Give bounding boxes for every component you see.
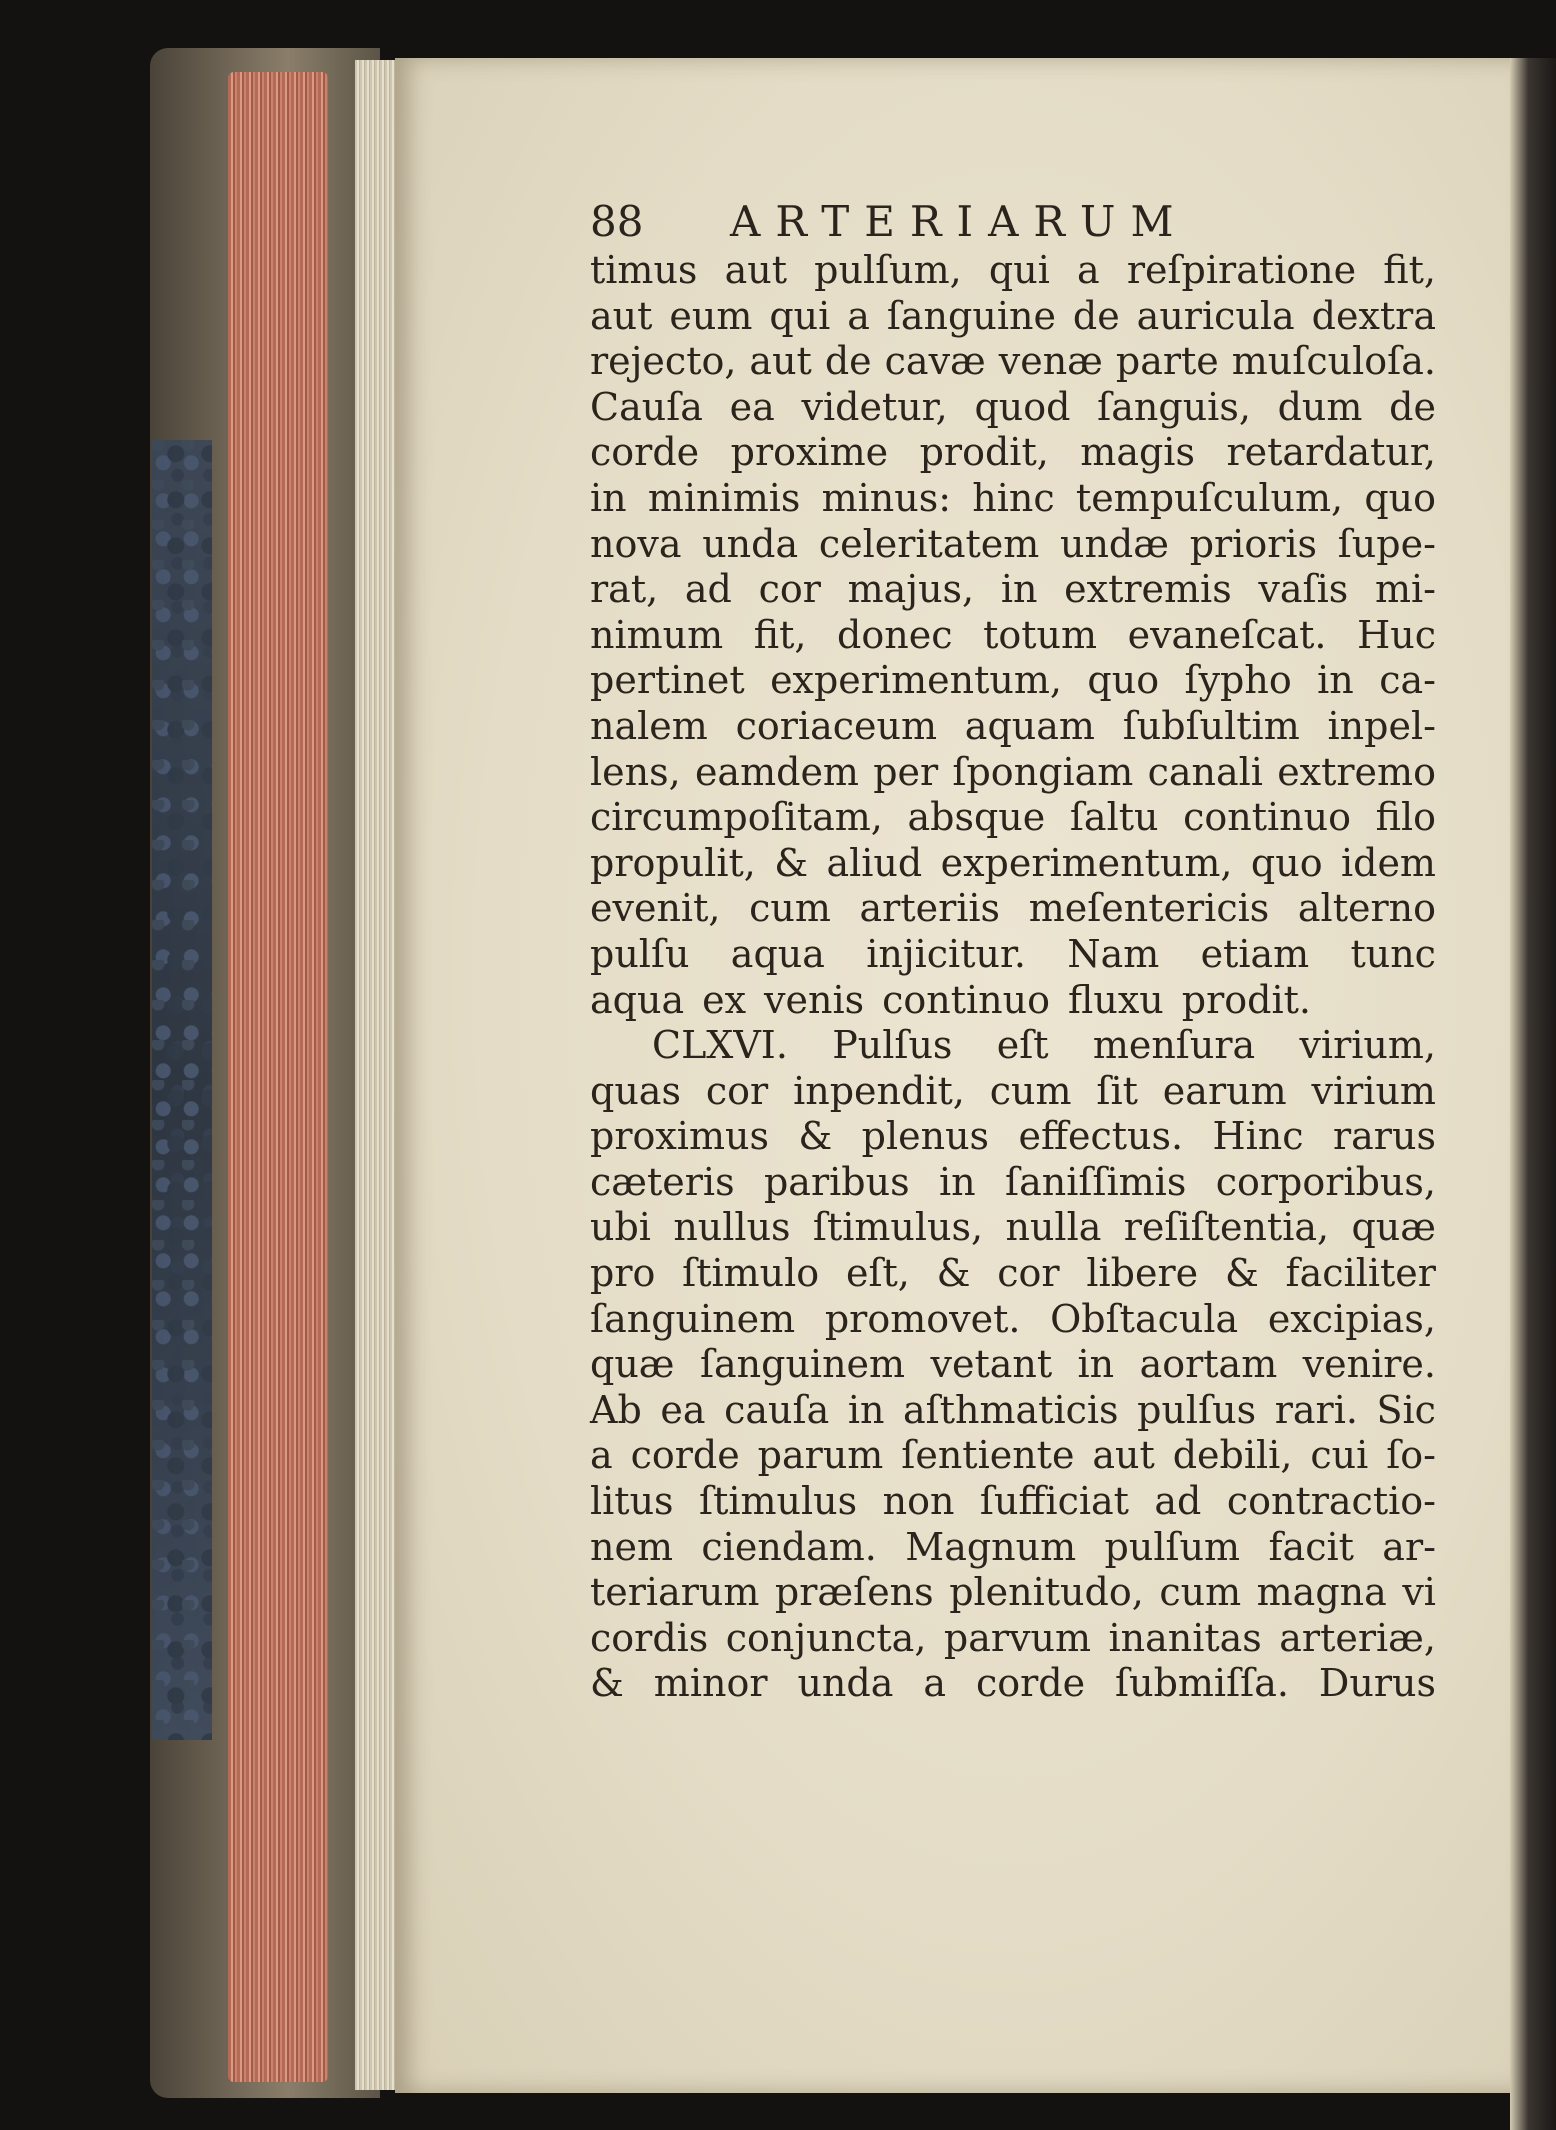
text-line: & minor unda a corde ſubmiſſa. Durus: [590, 1661, 1436, 1706]
text-line: Cauſa ea videtur, quod ſanguis, dum de: [590, 384, 1436, 429]
text-line: rat, ad cor majus, in extremis vaſis mi-: [590, 567, 1436, 612]
text-line: quæ ſanguinem vetant in aortam venire.: [590, 1342, 1436, 1387]
text-line: evenit, cum arteriis meſentericis alterno: [590, 886, 1436, 931]
text-line: nova unda celeritatem undæ prioris ſupe-: [590, 521, 1436, 566]
text-line: in minimis minus: hinc tempuſculum, quo: [590, 475, 1436, 520]
red-page-edges: [228, 72, 328, 2082]
body-text: [590, 248, 1450, 1707]
text-line: Ab ea cauſa in aſthmaticis pulſus rari. Sic: [590, 1387, 1436, 1432]
text-line: ubi nullus ſtimulus, nulla reſiſtentia, quæ: [590, 1205, 1436, 1250]
text-line: lens, eamdem per ſpongiam canali extremo: [590, 749, 1436, 794]
text-line: pulſu aqua injicitur. Nam etiam tunc: [590, 931, 1436, 976]
text-line: cæteris paribus in ſaniſſimis corporibus,: [590, 1159, 1436, 1204]
text-line: a corde parum ſentiente aut debili, cui ſo-: [590, 1433, 1436, 1478]
text-line: nem ciendam. Magnum pulſum facit ar-: [590, 1524, 1436, 1569]
text-line: pro ſtimulo eſt, & cor libere & faciliter: [590, 1251, 1436, 1296]
text-line: ſanguinem promovet. Obſtacula excipias,: [590, 1296, 1436, 1341]
text-line: aqua ex venis continuo fluxu prodit.: [590, 977, 1311, 1022]
page-text-block: [590, 196, 1450, 1707]
text-line: cordis conjuncta, parvum inanitas arteriæ,: [590, 1615, 1436, 1660]
text-line: litus ſtimulus non ſufficiat ad contractio-: [590, 1479, 1436, 1524]
page-number: 88: [590, 197, 644, 246]
marbled-cover-paper: [152, 440, 212, 1740]
text-line: quas cor inpendit, cum ſit earum virium: [590, 1068, 1436, 1113]
text-line: nalem coriaceum aquam ſubſultim inpel-: [590, 703, 1436, 748]
text-line: proximus & plenus effectus. Hinc rarus: [590, 1114, 1436, 1159]
text-line: propulit, & aliud experimentum, quo idem: [590, 840, 1436, 885]
running-title: ARTERIARUM: [730, 197, 1189, 246]
text-line: circumpoſitam, absque ſaltu continuo filo: [590, 795, 1436, 840]
text-line: rejecto, aut de cavæ venæ parte muſculoſa.: [590, 339, 1436, 384]
text-line: nimum fit, donec totum evaneſcat. Huc: [590, 612, 1436, 657]
text-line: corde proxime prodit, magis retardatur,: [590, 430, 1436, 475]
running-head: [590, 196, 1450, 248]
page-gutter-shadow: [1510, 58, 1556, 2130]
text-line: CLXVI. Pulſus eſt menſura virium,: [652, 1023, 1436, 1068]
text-line: pertinet experimentum, quo ſypho in ca-: [590, 658, 1436, 703]
text-line: timus aut pulſum, qui a reſpiratione fit,: [590, 248, 1436, 292]
text-line: teriarum præſens plenitudo, cum magna vi: [590, 1570, 1436, 1615]
text-line: aut eum qui a ſanguine de auricula dextra: [590, 293, 1436, 338]
